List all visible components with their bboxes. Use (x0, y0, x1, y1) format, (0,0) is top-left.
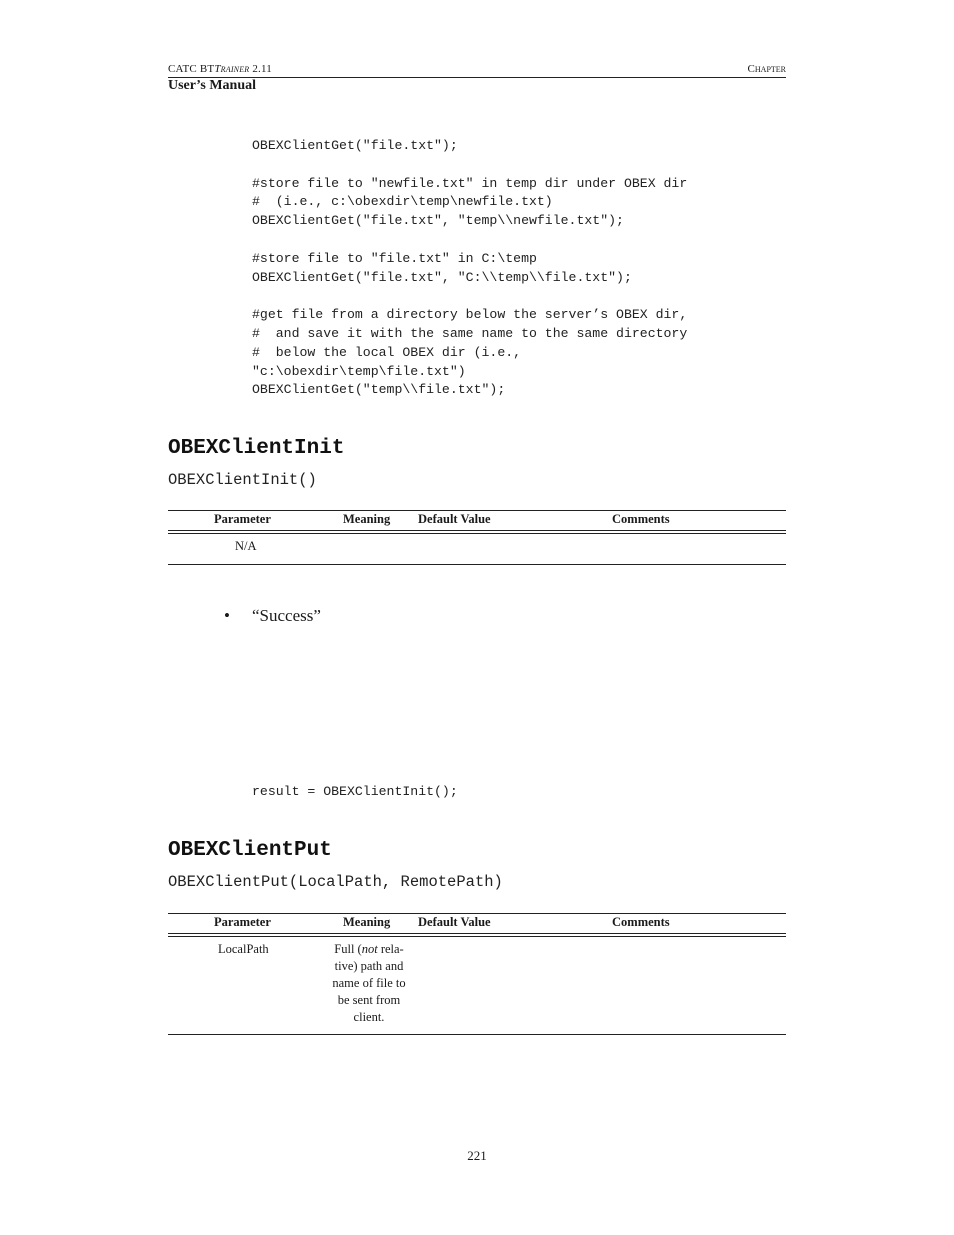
meaning-emphasis: not (361, 942, 378, 956)
header-parameter: Parameter (214, 915, 271, 929)
header-parameter: Parameter (214, 512, 271, 526)
table-header-row (168, 511, 786, 530)
meaning-text: tive) path and (334, 959, 404, 973)
parameter-table-put (168, 913, 786, 1034)
signature-obexclientinit: OBEXClientInit() (168, 471, 317, 489)
meaning-text: name of file to (332, 976, 406, 990)
cell-parameter: N/A (235, 539, 257, 553)
return-value-text: “Success” (252, 606, 321, 625)
page-number: 221 (467, 1148, 487, 1163)
code-block-get-examples: OBEXClientGet("file.txt"); #store file to "newfile.txt" in temp dir under OBEX dir # (i.e., c:\obexdir\temp\newfile.txt) OBEXClientGet("file.txt", "temp\\newfile.txt"); #store file to "file.txt" in C:\temp OBEXClientGet("file.txt", "C:\\temp\\file.txt"); #get file from a directory below the server’s OBEX dir, # and save it with the same name to the same directory # below the local OBEX dir (i.e., "c:\obexdir\temp\file.txt") OBEXClientGet("temp\\file.txt"); (252, 138, 688, 398)
header-version: 2.11 (249, 63, 272, 75)
table-row (168, 534, 786, 564)
header-default-value: Default Value (418, 915, 491, 929)
running-header-right: Chapter (747, 63, 786, 75)
header-default-value: Default Value (418, 512, 491, 526)
meaning-text: client. (353, 1010, 385, 1024)
header-product-name: Trainer (214, 63, 250, 75)
table-bottom-rule (168, 564, 786, 565)
cell-meaning (322, 941, 416, 1026)
section-title-obexclientput: OBEXClientPut (168, 839, 332, 862)
header-meaning: Meaning (343, 512, 391, 526)
header-comments: Comments (612, 512, 670, 526)
cell-parameter: LocalPath (218, 942, 269, 956)
code-example-init: result = OBEXClientInit(); (252, 784, 458, 799)
header-meaning: Meaning (343, 915, 391, 929)
meaning-text: Full ( (334, 942, 362, 956)
header-comments: Comments (612, 915, 670, 929)
meaning-text: rela- (377, 942, 404, 956)
meaning-text: be sent from (337, 993, 401, 1007)
header-rule (168, 77, 786, 78)
running-header-subtitle: User’s Manual (168, 78, 257, 93)
return-value-list-item (224, 606, 321, 626)
signature-obexclientput: OBEXClientPut(LocalPath, RemotePath) (168, 873, 503, 891)
parameter-table-init (168, 510, 786, 564)
section-title-obexclientinit: OBEXClientInit (168, 437, 345, 460)
header-product-prefix: CATC BT (168, 63, 215, 75)
running-header-left (168, 63, 272, 75)
bullet-marker: • (224, 606, 230, 625)
table-row (168, 937, 786, 1034)
table-bottom-rule (168, 1034, 786, 1035)
table-header-row (168, 914, 786, 933)
